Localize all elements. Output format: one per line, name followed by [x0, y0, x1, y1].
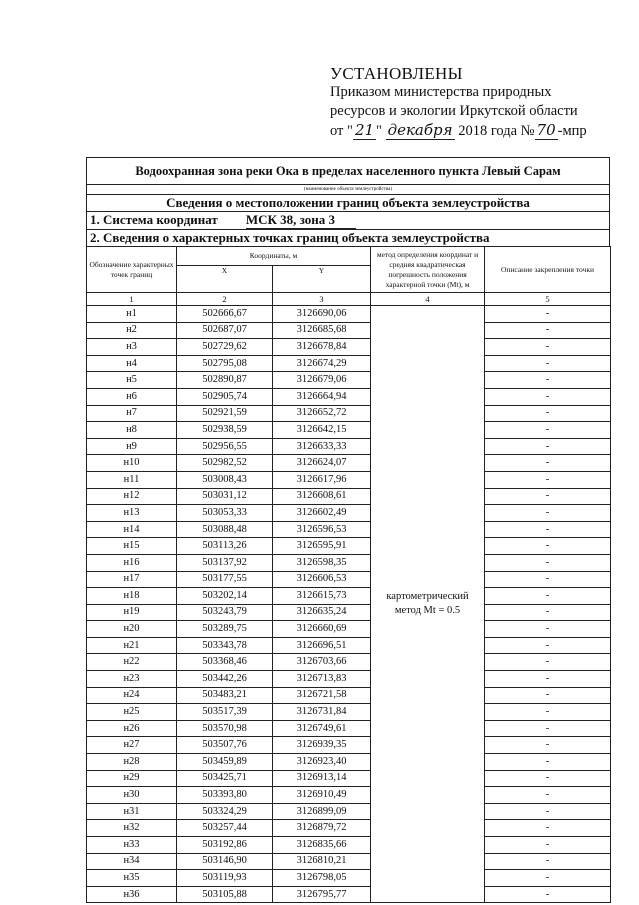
y-coordinate-cell: 3126602,49: [273, 505, 371, 522]
y-coordinate-cell: 3126731,84: [273, 704, 371, 721]
x-coordinate-cell: 503507,76: [177, 737, 273, 754]
y-coordinate-cell: 3126923,40: [273, 754, 371, 771]
date-day: 21: [354, 121, 375, 139]
point-id-cell: н1: [87, 306, 177, 323]
table-row: [87, 505, 611, 522]
y-coordinate-cell: 3126660,69: [273, 621, 371, 638]
x-coordinate-cell: 503088,48: [177, 521, 273, 538]
table-row: [87, 538, 611, 555]
col-header-method: метод определения координат и средняя квадратическая погрешность положения характерной точки (Mt), м: [371, 247, 485, 293]
table-row: [87, 372, 611, 389]
table-row: [87, 720, 611, 737]
x-coordinate-cell: 502938,59: [177, 422, 273, 439]
fixation-cell: -: [485, 621, 611, 638]
table-row: [87, 322, 611, 339]
x-coordinate-cell: 503570,98: [177, 720, 273, 737]
table-row: [87, 438, 611, 455]
y-coordinate-cell: 3126678,84: [273, 339, 371, 356]
col-index: 4: [371, 293, 485, 306]
fixation-cell: -: [485, 687, 611, 704]
method-cell: [371, 306, 485, 903]
approval-line-1: Приказом министерства природных: [330, 84, 552, 100]
fixation-cell: -: [485, 505, 611, 522]
table-row: [87, 388, 611, 405]
document-subtitle: (наименование объекта землеустройства): [87, 185, 610, 195]
fixation-cell: -: [485, 853, 611, 870]
method-line-1: картометрический: [386, 591, 469, 603]
point-id-cell: н33: [87, 837, 177, 854]
point-id-cell: н34: [87, 853, 177, 870]
table-row: [87, 588, 611, 605]
y-coordinate-cell: 3126617,96: [273, 471, 371, 488]
x-coordinate-cell: 502956,55: [177, 438, 273, 455]
x-coordinate-cell: 503105,88: [177, 886, 273, 903]
point-id-cell: н24: [87, 687, 177, 704]
fixation-cell: -: [485, 388, 611, 405]
y-coordinate-cell: 3126749,61: [273, 720, 371, 737]
table-row: [87, 455, 611, 472]
points-table-body: [87, 306, 611, 903]
fixation-cell: -: [485, 538, 611, 555]
y-coordinate-cell: 3126721,58: [273, 687, 371, 704]
table-row: [87, 488, 611, 505]
fixation-cell: -: [485, 770, 611, 787]
col-index: 2: [177, 293, 273, 306]
document-title: Водоохранная зона реки Ока в пределах населенного пункта Левый Сарам: [87, 158, 610, 185]
point-id-cell: н8: [87, 422, 177, 439]
point-id-cell: н9: [87, 438, 177, 455]
y-coordinate-cell: 3126939,35: [273, 737, 371, 754]
y-coordinate-cell: 3126810,21: [273, 853, 371, 870]
fixation-cell: -: [485, 671, 611, 688]
y-coordinate-cell: 3126795,77: [273, 886, 371, 903]
fixation-cell: -: [485, 886, 611, 903]
y-coordinate-cell: 3126913,14: [273, 770, 371, 787]
y-coordinate-cell: 3126606,53: [273, 571, 371, 588]
point-id-cell: н17: [87, 571, 177, 588]
table-row: [87, 737, 611, 754]
y-coordinate-cell: 3126899,09: [273, 803, 371, 820]
x-coordinate-cell: 502687,07: [177, 322, 273, 339]
date-prefix: от ": [330, 123, 353, 139]
date-quote: ": [376, 123, 382, 139]
table-row: [87, 687, 611, 704]
x-coordinate-cell: 503483,21: [177, 687, 273, 704]
y-coordinate-cell: 3126798,05: [273, 870, 371, 887]
x-coordinate-cell: 502795,08: [177, 355, 273, 372]
fixation-cell: -: [485, 521, 611, 538]
x-coordinate-cell: 503517,39: [177, 704, 273, 721]
point-id-cell: н25: [87, 704, 177, 721]
y-coordinate-cell: 3126615,73: [273, 588, 371, 605]
fixation-cell: -: [485, 422, 611, 439]
table-row: [87, 637, 611, 654]
table-row: [87, 554, 611, 571]
point-id-cell: н27: [87, 737, 177, 754]
table-row: [87, 770, 611, 787]
table-row: [87, 654, 611, 671]
fixation-cell: -: [485, 471, 611, 488]
y-coordinate-cell: 3126664,94: [273, 388, 371, 405]
x-coordinate-cell: 503324,29: [177, 803, 273, 820]
fixation-cell: -: [485, 837, 611, 854]
fixation-cell: -: [485, 355, 611, 372]
y-coordinate-cell: 3126598,35: [273, 554, 371, 571]
y-coordinate-cell: 3126635,24: [273, 604, 371, 621]
table-row: [87, 405, 611, 422]
y-coordinate-cell: 3126596,53: [273, 521, 371, 538]
x-coordinate-cell: 503368,46: [177, 654, 273, 671]
table-row: [87, 754, 611, 771]
point-id-cell: н16: [87, 554, 177, 571]
point-id-cell: н2: [87, 322, 177, 339]
fixation-cell: -: [485, 488, 611, 505]
y-coordinate-cell: 3126624,07: [273, 455, 371, 472]
x-coordinate-cell: 503031,12: [177, 488, 273, 505]
x-coordinate-cell: 503459,89: [177, 754, 273, 771]
y-coordinate-cell: 3126713,83: [273, 671, 371, 688]
table-row: [87, 521, 611, 538]
table-row: [87, 471, 611, 488]
table-row: [87, 820, 611, 837]
coord-system-label: 1. Система координат: [90, 212, 218, 227]
point-id-cell: н14: [87, 521, 177, 538]
y-coordinate-cell: 3126608,61: [273, 488, 371, 505]
x-coordinate-cell: 503442,26: [177, 671, 273, 688]
fixation-cell: -: [485, 787, 611, 804]
x-coordinate-cell: 503177,55: [177, 571, 273, 588]
date-month: декабря: [387, 121, 453, 139]
document-header-table: [86, 157, 610, 247]
point-id-cell: н10: [87, 455, 177, 472]
y-coordinate-cell: 3126679,06: [273, 372, 371, 389]
col-index: 5: [485, 293, 611, 306]
table-row: [87, 355, 611, 372]
x-coordinate-cell: 502982,52: [177, 455, 273, 472]
x-coordinate-cell: 502921,59: [177, 405, 273, 422]
col-header-point: Обозначение характерных точек границ: [87, 247, 177, 293]
col-header-y: Y: [273, 266, 371, 293]
y-coordinate-cell: 3126696,51: [273, 637, 371, 654]
y-coordinate-cell: 3126703,66: [273, 654, 371, 671]
table-row: [87, 339, 611, 356]
x-coordinate-cell: 502729,62: [177, 339, 273, 356]
table-row: [87, 853, 611, 870]
fixation-cell: -: [485, 754, 611, 771]
x-coordinate-cell: 503119,93: [177, 870, 273, 887]
col-index: 3: [273, 293, 371, 306]
y-coordinate-cell: 3126685,68: [273, 322, 371, 339]
fixation-cell: -: [485, 554, 611, 571]
x-coordinate-cell: 503243,79: [177, 604, 273, 621]
y-coordinate-cell: 3126642,15: [273, 422, 371, 439]
approval-line-2: ресурсов и экологии Иркутской области: [330, 103, 578, 119]
fixation-cell: -: [485, 322, 611, 339]
fixation-cell: -: [485, 704, 611, 721]
table-row: [87, 704, 611, 721]
x-coordinate-cell: 503008,43: [177, 471, 273, 488]
fixation-cell: -: [485, 588, 611, 605]
point-id-cell: н29: [87, 770, 177, 787]
x-coordinate-cell: 502890,87: [177, 372, 273, 389]
col-header-coords: Координаты, м: [177, 247, 371, 266]
x-coordinate-cell: 503202,14: [177, 588, 273, 605]
point-id-cell: н23: [87, 671, 177, 688]
table-row: [87, 306, 611, 323]
table-row: [87, 422, 611, 439]
fixation-cell: -: [485, 637, 611, 654]
x-coordinate-cell: 503053,33: [177, 505, 273, 522]
x-coordinate-cell: 503393,80: [177, 787, 273, 804]
y-coordinate-cell: 3126633,33: [273, 438, 371, 455]
table-row: [87, 571, 611, 588]
fixation-cell: -: [485, 372, 611, 389]
point-id-cell: н15: [87, 538, 177, 555]
point-id-cell: н5: [87, 372, 177, 389]
y-coordinate-cell: 3126835,66: [273, 837, 371, 854]
point-id-cell: н22: [87, 654, 177, 671]
table-row: [87, 787, 611, 804]
approval-block: [330, 64, 587, 141]
x-coordinate-cell: 503425,71: [177, 770, 273, 787]
x-coordinate-cell: 503146,90: [177, 853, 273, 870]
fixation-cell: -: [485, 571, 611, 588]
col-index: 1: [87, 293, 177, 306]
point-id-cell: н13: [87, 505, 177, 522]
fixation-cell: -: [485, 654, 611, 671]
date-year-text: 2018 года №: [458, 123, 535, 139]
fixation-cell: -: [485, 720, 611, 737]
approval-title: УСТАНОВЛЕНЫ: [330, 64, 463, 83]
coord-system-value: МСК 38, зона 3: [246, 212, 356, 229]
y-coordinate-cell: 3126595,91: [273, 538, 371, 555]
order-number: 70: [536, 121, 556, 139]
point-id-cell: н18: [87, 588, 177, 605]
point-id-cell: н26: [87, 720, 177, 737]
method-line-2: метод Mt = 0.5: [394, 605, 461, 617]
x-coordinate-cell: 503113,26: [177, 538, 273, 555]
point-id-cell: н7: [87, 405, 177, 422]
fixation-cell: -: [485, 604, 611, 621]
fixation-cell: -: [485, 438, 611, 455]
fixation-cell: -: [485, 820, 611, 837]
approval-date-line: [330, 121, 587, 141]
x-coordinate-cell: 503343,78: [177, 637, 273, 654]
table-row: [87, 621, 611, 638]
col-header-x: X: [177, 266, 273, 293]
table-row: [87, 803, 611, 820]
point-id-cell: н35: [87, 870, 177, 887]
points-heading: 2. Сведения о характерных точках границ объекта землеустройства: [87, 230, 610, 247]
fixation-cell: -: [485, 306, 611, 323]
x-coordinate-cell: 503137,92: [177, 554, 273, 571]
x-coordinate-cell: 503192,86: [177, 837, 273, 854]
point-id-cell: н19: [87, 604, 177, 621]
col-header-fix: Описание закрепления точки: [485, 247, 611, 293]
point-id-cell: н28: [87, 754, 177, 771]
point-id-cell: н20: [87, 621, 177, 638]
point-id-cell: н11: [87, 471, 177, 488]
table-row: [87, 671, 611, 688]
table-row: [87, 604, 611, 621]
point-id-cell: н36: [87, 886, 177, 903]
fixation-cell: -: [485, 870, 611, 887]
order-suffix: -мпр: [557, 123, 587, 139]
y-coordinate-cell: 3126652,72: [273, 405, 371, 422]
y-coordinate-cell: 3126690,06: [273, 306, 371, 323]
point-id-cell: н3: [87, 339, 177, 356]
table-row: [87, 837, 611, 854]
y-coordinate-cell: 3126910,49: [273, 787, 371, 804]
table-row: [87, 886, 611, 903]
x-coordinate-cell: 503289,75: [177, 621, 273, 638]
fixation-cell: -: [485, 803, 611, 820]
x-coordinate-cell: 502905,74: [177, 388, 273, 405]
point-id-cell: н31: [87, 803, 177, 820]
y-coordinate-cell: 3126879,72: [273, 820, 371, 837]
fixation-cell: -: [485, 737, 611, 754]
document-table: [86, 157, 610, 903]
point-id-cell: н21: [87, 637, 177, 654]
table-row: [87, 870, 611, 887]
points-table: [86, 246, 611, 903]
point-id-cell: н30: [87, 787, 177, 804]
point-id-cell: н32: [87, 820, 177, 837]
coord-system-row: [87, 212, 610, 230]
point-id-cell: н12: [87, 488, 177, 505]
y-coordinate-cell: 3126674,29: [273, 355, 371, 372]
point-id-cell: н6: [87, 388, 177, 405]
section-heading: Сведения о местоположении границ объекта землеустройства: [87, 195, 610, 212]
fixation-cell: -: [485, 455, 611, 472]
x-coordinate-cell: 502666,67: [177, 306, 273, 323]
point-id-cell: н4: [87, 355, 177, 372]
x-coordinate-cell: 503257,44: [177, 820, 273, 837]
fixation-cell: -: [485, 339, 611, 356]
fixation-cell: -: [485, 405, 611, 422]
